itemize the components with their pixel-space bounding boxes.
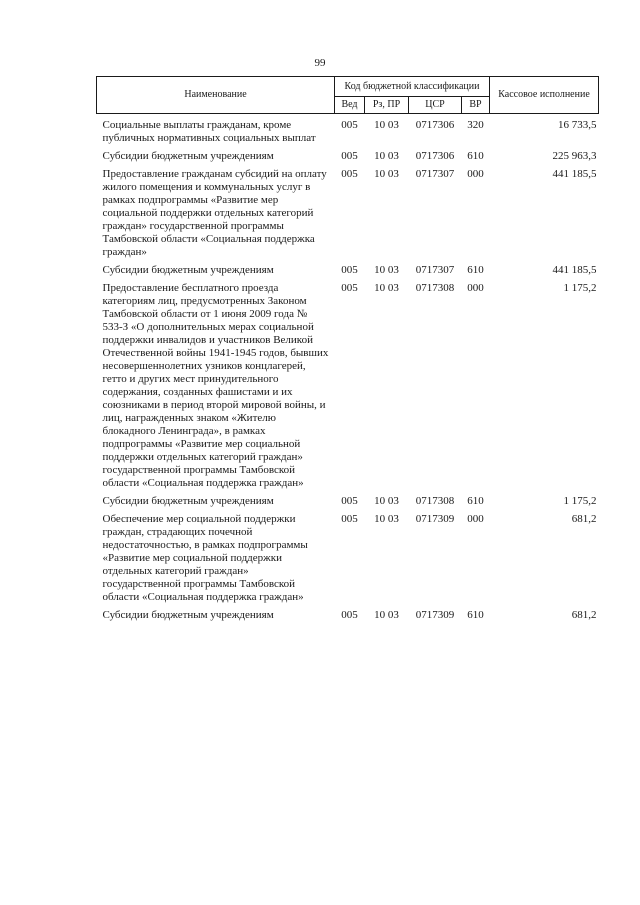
row-amount: 441 185,5	[552, 264, 597, 276]
row-csr: 0717309	[415, 513, 455, 525]
table-row	[97, 259, 599, 277]
row-vr: 320	[467, 119, 484, 131]
row-csr: 0717306	[415, 119, 455, 131]
row-name: Субсидии бюджетным учреждениям	[102, 495, 274, 507]
row-rz-pr: 10 03	[374, 264, 399, 276]
row-ved: 005	[341, 282, 358, 294]
row-rz-pr: 10 03	[374, 609, 399, 621]
row-amount: 1 175,2	[563, 282, 597, 294]
row-ved: 005	[341, 168, 358, 180]
header-budget-code-group: Код бюджетной классификации	[335, 77, 490, 97]
row-ved: 005	[341, 150, 358, 162]
table-row	[97, 163, 599, 259]
row-vr: 000	[467, 513, 484, 525]
row-name: Предоставление гражданам субсидий на оплату жилого помещения и коммунальных услуг в рамках подпрограммы «Развитие мер социальной поддержки отдельных категорий граждан» государственной программы Тамбовской области «Социальная поддержка граждан»	[102, 168, 327, 258]
header-rz-pr: Рз, ПР	[365, 97, 409, 114]
row-csr: 0717308	[415, 495, 455, 507]
row-ved: 005	[341, 495, 358, 507]
table-row	[97, 114, 599, 146]
row-ved: 005	[341, 264, 358, 276]
row-name: Субсидии бюджетным учреждениям	[102, 150, 274, 162]
table-row	[97, 508, 599, 604]
row-csr: 0717306	[415, 150, 455, 162]
row-vr: 610	[467, 264, 484, 276]
header-name: Наименование	[97, 77, 335, 114]
row-name: Субсидии бюджетным учреждениям	[102, 264, 274, 276]
row-ved: 005	[341, 513, 358, 525]
row-rz-pr: 10 03	[374, 168, 399, 180]
row-ved: 005	[341, 609, 358, 621]
row-vr: 610	[467, 609, 484, 621]
table-header	[97, 77, 599, 114]
row-amount: 16 733,5	[558, 119, 597, 131]
table-row	[97, 490, 599, 508]
row-vr: 000	[467, 282, 484, 294]
header-cash-execution: Кассовое исполнение	[490, 77, 599, 114]
row-rz-pr: 10 03	[374, 150, 399, 162]
table-row	[97, 604, 599, 622]
row-ved: 005	[341, 119, 358, 131]
row-vr: 610	[467, 495, 484, 507]
row-csr: 0717308	[415, 282, 455, 294]
header-vr: ВР	[462, 97, 490, 114]
row-rz-pr: 10 03	[374, 495, 399, 507]
row-amount: 1 175,2	[563, 495, 597, 507]
table-row	[97, 277, 599, 490]
row-name: Социальные выплаты гражданам, кроме публичных нормативных социальных выплат	[102, 119, 316, 144]
row-amount: 225 963,3	[552, 150, 597, 162]
row-rz-pr: 10 03	[374, 119, 399, 131]
page-number: 99	[314, 57, 326, 69]
row-rz-pr: 10 03	[374, 513, 399, 525]
row-amount: 681,2	[571, 513, 597, 525]
row-name: Субсидии бюджетным учреждениям	[102, 609, 274, 621]
row-csr: 0717309	[415, 609, 455, 621]
row-amount: 681,2	[571, 609, 597, 621]
budget-table	[96, 76, 599, 622]
table-row	[97, 145, 599, 163]
row-rz-pr: 10 03	[374, 282, 399, 294]
row-name: Предоставление бесплатного проезда категориям лиц, предусмотренных Законом Тамбовской области от 1 июня 2009 года № 533-З «О дополнительных мерах социальной поддержки инвалидов и участников Великой Отечественной войны 1941-1945 годов, бывших несовершеннолетних узников концлагерей, гетто и других мест принудительного содержания, созданных фашистами и их союзниками в период второй мировой войны, и лиц, награжденных знаком «Жителю блокадного Ленинграда», в рамках подпрограммы «Развитие мер социальной поддержки отдельных категорий граждан» государственной программы Тамбовской области «Социальная поддержка граждан»	[102, 282, 329, 489]
table-body	[97, 114, 599, 623]
row-csr: 0717307	[415, 264, 455, 276]
row-vr: 000	[467, 168, 484, 180]
header-ved: Вед	[335, 97, 365, 114]
row-csr: 0717307	[415, 168, 455, 180]
row-amount: 441 185,5	[552, 168, 597, 180]
row-name: Обеспечение мер социальной поддержки граждан, страдающих почечной недостаточностью, в рамках подпрограммы «Развитие мер социальной поддержки отдельных категорий граждан» государственной программы Тамбовской области «Социальная поддержка граждан»	[102, 513, 308, 603]
row-vr: 610	[467, 150, 484, 162]
header-csr: ЦСР	[409, 97, 462, 114]
